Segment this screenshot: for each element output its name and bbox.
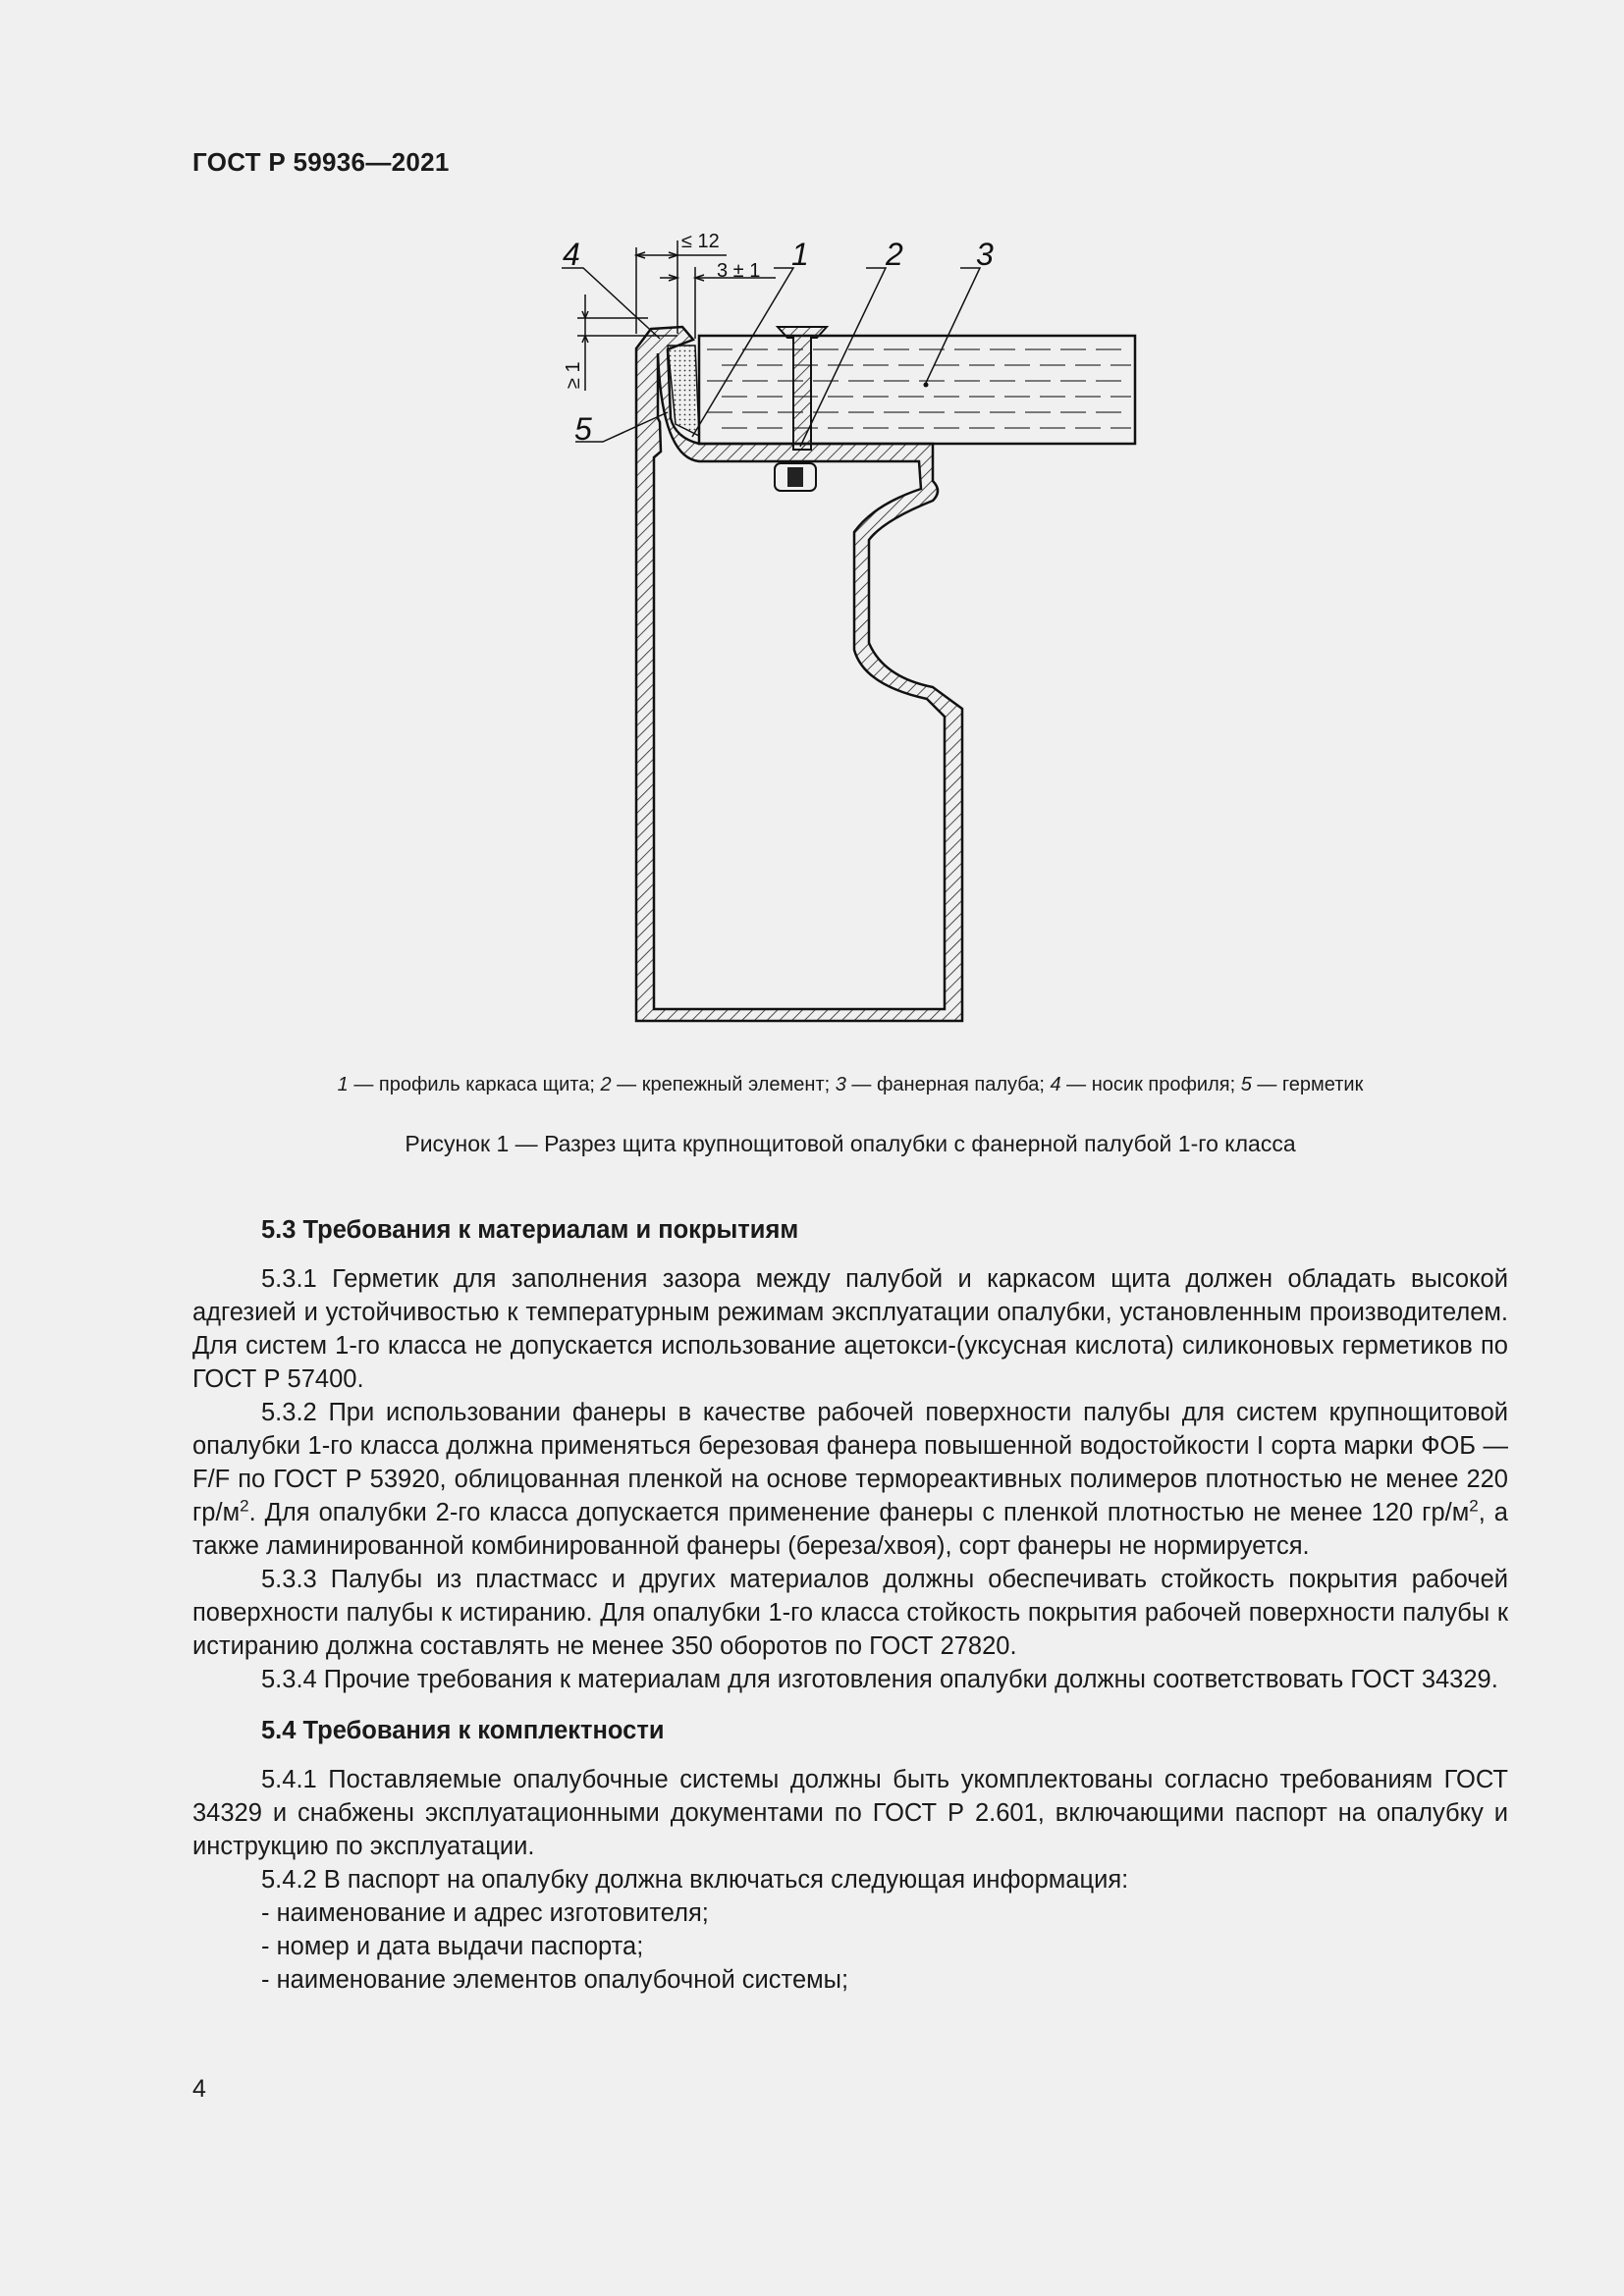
paragraph-5-4-2: 5.4.2 В паспорт на опалубку должна включаться следующая информация: [261, 1866, 1129, 1894]
section-heading-5-4: 5.4 Требования к комплектности [261, 1717, 665, 1744]
plywood-deck [699, 336, 1135, 444]
label-1: 1 [791, 237, 809, 272]
figure-legend [192, 1074, 1508, 1096]
paragraph-5-3-2: 5.3.2 При использовании фанеры в качестве рабочей поверхности палубы для систем крупнощитовой опалубки 1-го класса должна применяться березовая фанера повышенной водостойкости I сорта марки ФОБ — F/F по ГОСТ Р 53920, облицованная пленкой на основе термореактивных полимеров плотностью не менее 220 $гр/м^2$. Для опалубки 2-го класса допускается применение фанеры с пленкой плотностью не менее 120 $гр/м^2$, а также ламинированной комбинированной фанеры (береза/хвоя), сорт фанеры не нормируется. [192, 1399, 1508, 1560]
document-header: ГОСТ Р 59936—2021 [192, 147, 450, 177]
figure-caption: Рисунок 1 — Разрез щита крупнощитовой опалубки с фанерной палубой 1-го класса [405, 1131, 1296, 1156]
legend-entry-2: 2 — крепежный элемент; [600, 1074, 836, 1095]
document-body [192, 1213, 1508, 1997]
cross-section-svg [550, 226, 1159, 1041]
page-number: 4 [192, 2075, 206, 2103]
legend-entry-5: 5 — герметик [1240, 1074, 1364, 1095]
dim-gap-nominal: 3 ± 1 [717, 260, 761, 282]
dim-gap-max: ≤ 12 [681, 231, 720, 252]
list-item: - наименование и адрес изготовителя; [261, 1899, 709, 1927]
deck-leader-dot [924, 383, 929, 388]
label-5: 5 [574, 411, 592, 447]
dim-overhang-min: ≥ 1 [563, 361, 584, 389]
figure-1-drawing [550, 226, 1159, 1041]
section-heading-5-3: 5.3 Требования к материалам и покрытиям [261, 1216, 799, 1244]
label-4: 4 [563, 237, 580, 272]
paragraph-5-3-1: 5.3.1 Герметик для заполнения зазора между палубой и каркасом щита должен обладать высокой адгезией и устойчивостью к температурным режимам эксплуатации опалубки, установленным производителем. Для систем 1-го класса не допускается использование ацетокси-(уксусная кислота) силиконовых герметиков по ГОСТ Р 57400. [192, 1265, 1508, 1393]
legend-entry-4: 4 — носик профиля; [1050, 1074, 1241, 1095]
list-item: - наименование элементов опалубочной системы; [261, 1966, 849, 1994]
legend-entry-1: 1 — профиль каркаса щита; [337, 1074, 601, 1095]
paragraph-5-4-1: 5.4.1 Поставляемые опалубочные системы должны быть укомплектованы согласно требованиям ГОСТ 34329 и снабжены эксплуатационными документами по ГОСТ Р 2.601, включающими паспорт на опалубку и инструкцию по эксплуатации. [192, 1766, 1508, 1860]
legend-entry-3: 3 — фанерная палуба; [835, 1074, 1051, 1095]
list-item: - номер и дата выдачи паспорта; [261, 1933, 644, 1960]
label-3: 3 [976, 237, 994, 272]
paragraph-5-3-3: 5.3.3 Палубы из пластмасс и других материалов должны обеспечивать стойкость покрытия рабочей поверхности палубы к истиранию. Для опалубки 1-го класса стойкость покрытия рабочей поверхности палубы к истиранию должна составлять не менее 350 оборотов по ГОСТ 27820. [192, 1566, 1508, 1660]
label-2: 2 [886, 237, 903, 272]
paragraph-5-3-4: 5.3.4 Прочие требования к материалам для изготовления опалубки должны соответствовать ГОСТ 34329. [261, 1666, 1498, 1693]
